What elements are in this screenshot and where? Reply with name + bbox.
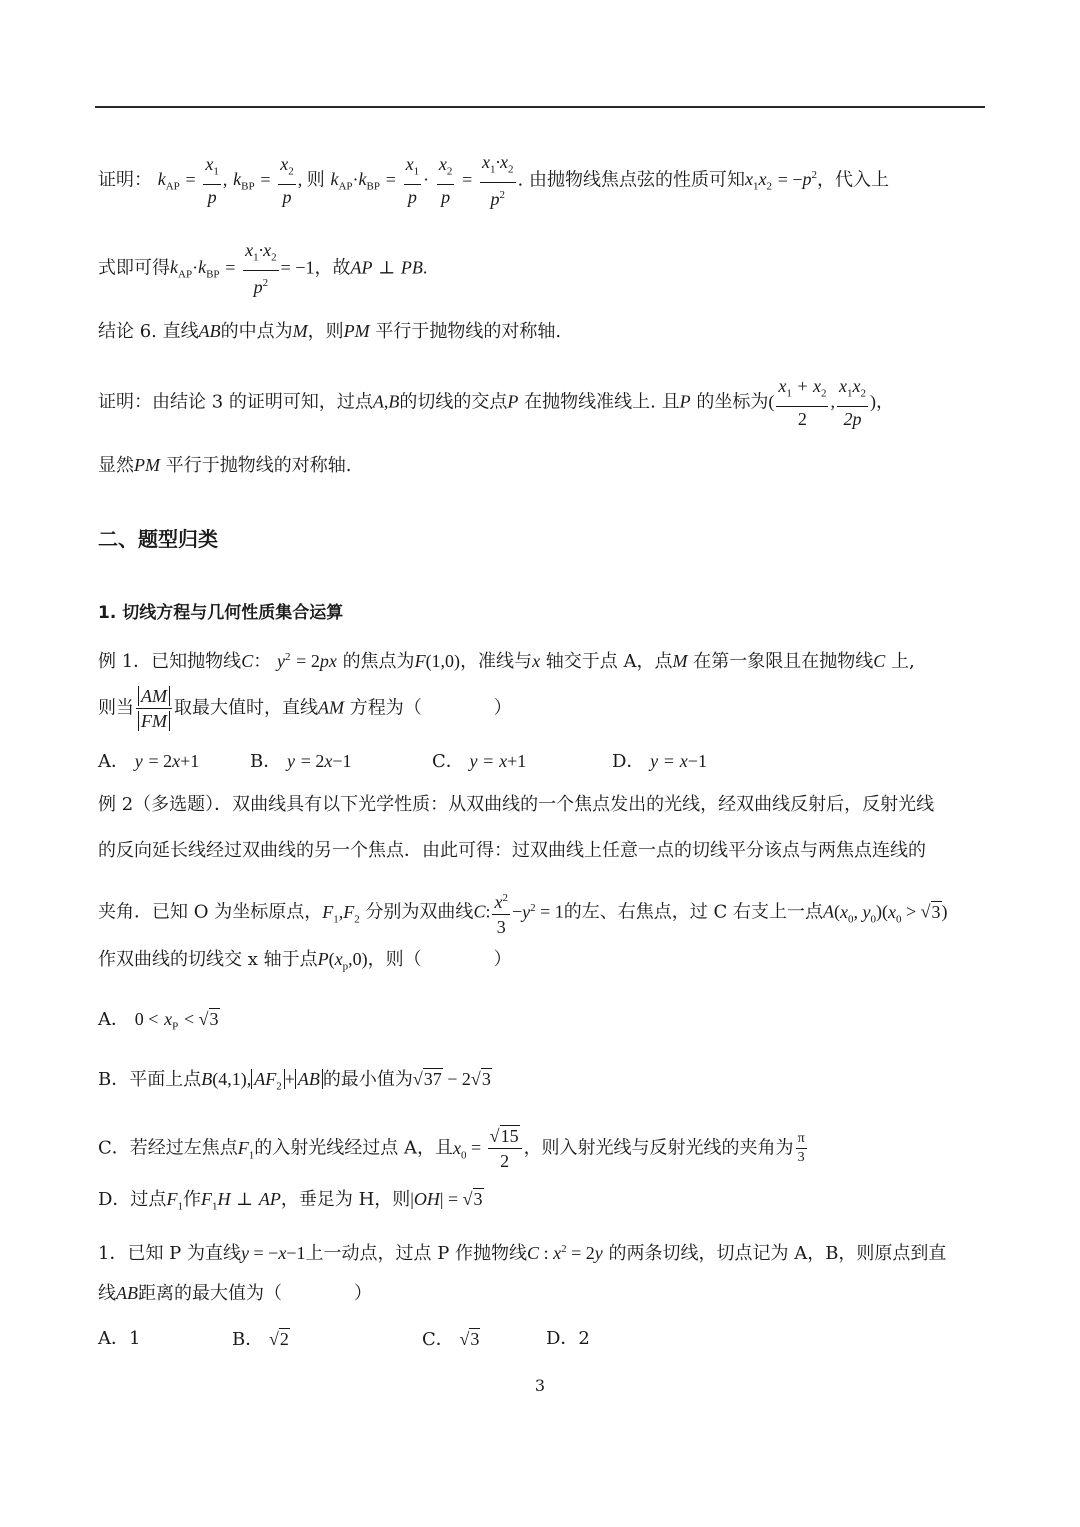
fraction: $\frac{x_1}{p}$ xyxy=(205,154,219,207)
option-a[interactable]: A．1 xyxy=(98,1328,141,1349)
example-2-option-a[interactable]: A． $0 < x_P < √3$ xyxy=(98,1009,219,1033)
fraction: $\frac{x_1\cdot x_2}{p^2}$ xyxy=(482,152,514,209)
fraction: $\frac{x_2}{p}$ xyxy=(438,154,453,207)
proof-2-line-1: 证明：由结论 3 的证明可知，过点A,B的切线的交点P 在抛物线准线上. 且P 的坐标为( $\frac{x_1 + x_2}{2}$ , $\frac{x_1x_2}{2p}$ )， xyxy=(98,376,894,429)
proof-line-2: 式即可得$k_{AP}\cdot k_{BP}$ = $\frac{x_1\cdot x_2}{p^2}$ = −1，故AP ⊥ PB. xyxy=(98,240,428,297)
question-1-line-1: 1．已知 P 为直线y = −x−1上一动点，过点 P 作抛物线C : $x^2 = 2y$ 的两条切线，切点记为 A，B，则原点到直 xyxy=(98,1243,947,1264)
option-a[interactable]: A． y = 2x+1 xyxy=(98,751,200,772)
proof-2-line-2: 显然PM 平行于抛物线的对称轴. xyxy=(98,455,352,476)
option-b[interactable]: B． y = 2x−1 xyxy=(250,751,352,772)
example-2-line-2: 的反向延长线经过双曲线的另一个焦点．由此可得：过双曲线上任意一点的切线平分该点与两焦点连线的 xyxy=(98,840,926,861)
fraction: $\frac{x_1\cdot x_2}{p^2}$ xyxy=(245,240,277,297)
fraction: $\frac{x_1 + x_2}{2}$ xyxy=(778,376,827,429)
fraction: $\frac{x_1}{p}$ xyxy=(405,154,420,207)
page-number: 3 xyxy=(534,1376,546,1395)
section-heading: 二、题型归类 xyxy=(98,527,218,551)
example-2-option-c[interactable]: C．若经过左焦点$F_1$的入射光线经过点 A，且$x_0$ = $\frac{√15}{2}$ ，则入射光线与反射光线的夹角为 $\frac{\pi}{3}$ xyxy=(98,1126,805,1171)
option-b[interactable]: B． √2 xyxy=(232,1329,289,1350)
fraction: $\frac{AM}{FM}$ xyxy=(136,684,172,733)
example-2-line-3: 夹角．已知 O 为坐标原点，$F_1,F_2$ 分别为双曲线C: $\frac{x^2}{3}$ $-y^2 = 1$的左、右焦点，过 C 右支上一点$A(x_0$, $y_0)(x_0 > √3)$ xyxy=(98,886,990,939)
fraction: $\frac{x_2}{p}$ xyxy=(280,154,294,207)
conclusion-6: 结论 6. 直线AB的中点为M，则PM 平行于抛物线的对称轴. xyxy=(98,321,562,342)
header-rule xyxy=(95,106,985,108)
question-1-line-2: 线AB距离的最大值为（ ） xyxy=(98,1283,372,1304)
fraction: $\frac{x_1x_2}{2p}$ xyxy=(838,376,866,429)
option-c[interactable]: C． y = x+1 xyxy=(432,751,527,772)
fraction: $\frac{√15}{2}$ xyxy=(488,1124,522,1173)
fraction: $\frac{\pi}{3}$ xyxy=(797,1131,805,1165)
option-c[interactable]: C． √3 xyxy=(422,1329,480,1350)
option-d[interactable]: D． y = x−1 xyxy=(612,751,707,772)
example-2-line-1: 例 2（多选题）．双曲线具有以下光学性质：从双曲线的一个焦点发出的光线，经双曲线反射后，反射光线 xyxy=(98,794,935,815)
fraction: $\frac{x^2}{3}$ xyxy=(492,886,510,939)
option-d[interactable]: D．2 xyxy=(546,1328,590,1349)
example-1-line-2: 则当 $\frac{AM}{FM}$ 取最大值时，直线AM 方程为（ ） xyxy=(98,686,512,731)
proof-line-1: 证明： $k_{AP}$ = $\frac{x_1}{p}$ , $k_{BP}$ = $\frac{x_2}{p}$ , 则 $k_{AP}\cdot k_{BP}$ = $\frac{x_1}{p}$ · $\frac{x_2}{p}$ = $\frac{x_1\cdot x_2}{p^2}$ . 由抛物线焦点弦的性质可知$x_1x_2 = -p^2$，代入上 xyxy=(98,152,889,209)
example-1-line-1: 例 1．已知抛物线C： $y^2 = 2px$ 的焦点为F(1,0)，准线与x 轴交于点 A，点M 在第一象限且在抛物线C 上, xyxy=(98,651,915,672)
example-2-option-b[interactable]: B．平面上点B(4,1), $AF_2$ + AB 的最小值为√37 − 2√3 xyxy=(98,1069,491,1093)
example-2-option-d[interactable]: D．过点$F_1$作$F_1H$ ⊥ AP，垂足为 H，则|OH| = √3 xyxy=(98,1189,483,1213)
example-2-line-4: 作双曲线的切线交 x 轴于点$P(x_p,0)$，则（ ） xyxy=(98,949,512,973)
topic-heading: 1. 切线方程与几何性质集合运算 xyxy=(98,603,344,623)
